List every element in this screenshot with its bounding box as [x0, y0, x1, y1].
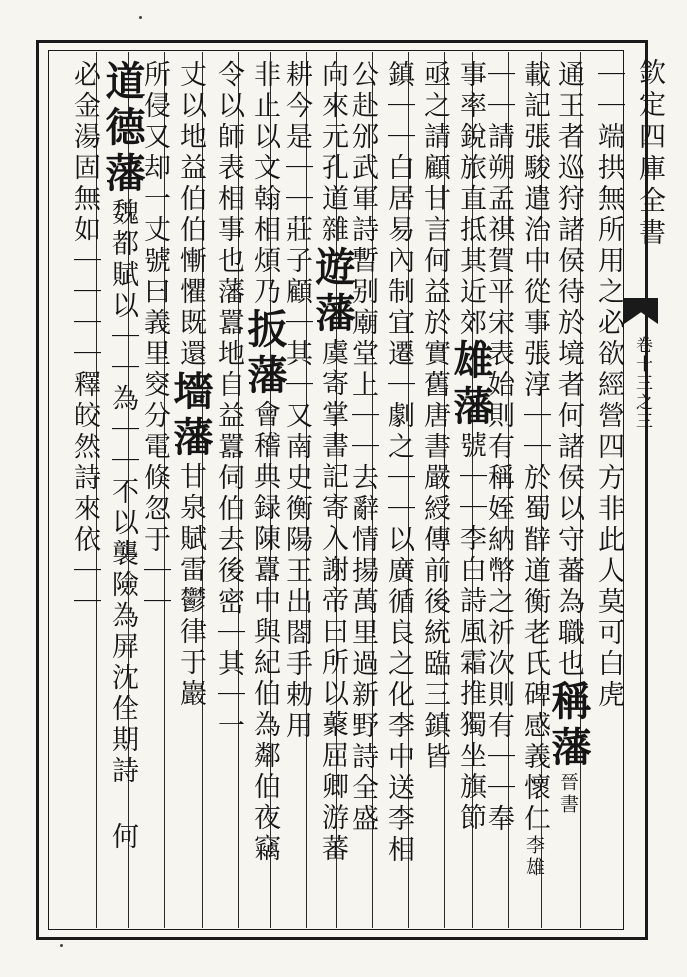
- book-title: 欽定四庫全書: [634, 58, 665, 250]
- col16-seg1: 必金湯固無如｜｜｜｜釋皎然詩來依｜｜: [69, 60, 100, 618]
- text-column-16: [62, 60, 106, 920]
- col3-seg1: 載記張駿遣治中從事張淳｜｜於蜀辥道衡老氏碑感義懷仁: [519, 60, 550, 835]
- heading-daodefan: 道德藩: [99, 60, 146, 198]
- col11-seg2: 會稽典録陳囂中與紀伯為鄰伯夜竊: [249, 400, 280, 865]
- col7-seg1: 鎮｜｜白居易內制宜遷｜劇之｜｜以廣循良之化李中送李相: [383, 60, 414, 866]
- col6-seg2: 舊唐書嚴綬傳前後統臨三鎮皆: [419, 370, 450, 773]
- heading-youfan: 遊藩: [309, 246, 356, 338]
- col10-seg2: 莊子顧｜其｜又南史衡陽王出閤手勅用: [281, 215, 312, 742]
- col12-seg2: 藩囂地自益囂伺伯去後密｜其｜一: [213, 277, 244, 742]
- col14-seg2: 窔分電倏忽于｜｜: [139, 370, 170, 618]
- col12-seg1: 令以師表相事也: [213, 60, 244, 277]
- col10-seg1: 耕今是｜｜: [281, 60, 312, 215]
- col4-seg1: ｜｜請朔孟祺賀平宋表始則有稱姪納幣之祈次則有｜｜奉: [483, 60, 514, 835]
- scan-speck: [139, 16, 142, 19]
- heading-qiangfan: 墻藩: [167, 370, 214, 462]
- text-column-1: [586, 60, 630, 920]
- scan-speck: [60, 944, 63, 947]
- col15-seg1: 魏都賦以｜｜為｜｜不以襲險為屏沈佺期詩 何: [107, 198, 138, 853]
- col3-note: 李雄: [523, 835, 545, 879]
- heading-xiongfan: 雄藩: [447, 339, 494, 431]
- text-column-15: [100, 60, 144, 920]
- col5-seg2: 號｜｜李白詩風霜推獨坐旗節: [455, 431, 486, 834]
- volume-label: 卷十三之三: [632, 336, 652, 431]
- col14-seg1: 所侵又却一丈號曰義里: [139, 60, 170, 370]
- heading-chengfan: 稱藩: [545, 680, 592, 772]
- col13-seg2: 甘泉賦雷鬱律于巖: [175, 462, 206, 710]
- col2-seg1: 通王者巡狩諸侯待於境者何諸侯以守蕃為職也: [553, 60, 584, 680]
- col9-seg2: 虞寄掌書記寄入謝帝曰所以藂屈卿游蕃: [317, 338, 348, 865]
- col1-seg1: ｜｜端拱無所用之必欲經營四方非此人莫可白虎: [593, 60, 624, 711]
- col6-seg1: 亟之請顧甘言何益於實: [419, 60, 450, 370]
- col9-seg1: 向來元孔道雜: [317, 60, 348, 246]
- col13-seg1: 丈以地益伯伯慚懼既還: [175, 60, 206, 370]
- col5-seg1: 事率銳旅直抵其近郊: [455, 60, 486, 339]
- col2-note: 晉書: [557, 772, 579, 816]
- col11-seg1: 非止以文翰相煩乃: [249, 60, 280, 308]
- heading-banfan: 扳藩: [241, 308, 288, 400]
- text-column-12: [206, 60, 250, 920]
- col8-seg1: 公赴邠武軍詩暫别廟堂上｜｜去辭情揚萬里過新野詩全盛: [347, 60, 378, 835]
